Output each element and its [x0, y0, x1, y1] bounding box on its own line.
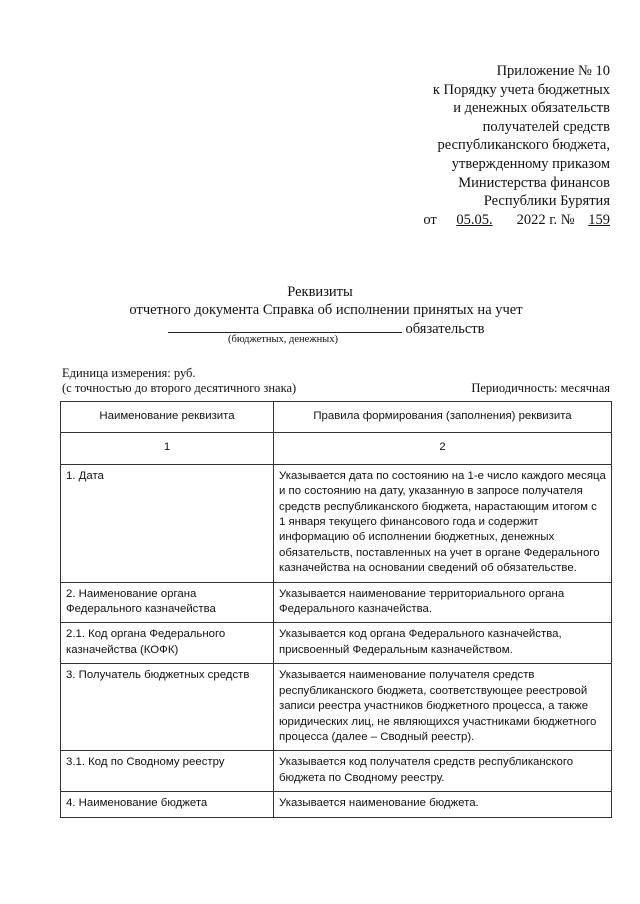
appendix-line: Министерства финансов	[458, 174, 610, 191]
table-row	[61, 623, 612, 664]
order-date-line	[423, 211, 610, 230]
requisite-name: 2.1. Код органа Федерального казначейства (КОФК)	[61, 623, 274, 664]
header-rule: Правила формирования (заполнения) реквизита	[274, 402, 612, 433]
requisite-rule: Указывается наименование получателя средств республиканского бюджета, соответствующее реестровой записи реестра участников бюджетного процесса, а также юридических лиц, не являющихся участниками бюджетного процесса (далее – Сводный реестр).	[274, 664, 612, 751]
order-date: 05.05.	[456, 211, 493, 228]
table-header-row	[61, 402, 612, 433]
title-obligations-word: обязательств	[405, 321, 485, 337]
title-subheading: отчетного документа Справка об исполнении принятых на учет	[129, 302, 523, 318]
requisite-rule: Указывается наименование территориального органа Федерального казначейства.	[274, 582, 612, 623]
table-row	[61, 582, 612, 623]
column-number: 2	[274, 433, 612, 464]
requisite-rule: Указывается код получателя средств республиканского бюджета по Сводному реестру.	[274, 751, 612, 792]
appendix-line: республиканского бюджета,	[437, 137, 610, 154]
table-row	[61, 792, 612, 817]
appendix-line: Республики Бурятия	[483, 193, 610, 210]
order-from-label: от	[423, 211, 437, 228]
unit-precision: (с точностью до второго десятичного знака)	[62, 381, 297, 395]
appendix-block	[423, 62, 610, 229]
appendix-line: получателей средств	[482, 118, 610, 135]
requisite-name: 2. Наименование органа Федерального казначейства	[61, 582, 274, 623]
order-number: 159	[588, 211, 610, 228]
requisite-name: 4. Наименование бюджета	[61, 792, 274, 817]
requisite-name: 1. Дата	[61, 464, 274, 582]
column-number: 1	[61, 433, 274, 464]
obligation-type-blank	[168, 319, 402, 333]
requisite-name: 3. Получатель бюджетных средств	[61, 664, 274, 751]
appendix-title: Приложение № 10	[496, 63, 610, 79]
table-row	[61, 751, 612, 792]
title-heading: Реквизиты	[287, 284, 353, 300]
unit-label: Единица измерения: руб.	[62, 366, 196, 380]
table-row	[61, 464, 612, 582]
requisite-name: 3.1. Код по Сводному реестру	[61, 751, 274, 792]
appendix-line: и денежных обязательств	[453, 100, 610, 117]
table-row	[61, 664, 612, 751]
appendix-line: к Порядку учета бюджетных	[432, 81, 610, 98]
requisites-table	[60, 401, 612, 818]
requisite-rule: Указывается дата по состоянию на 1-е число каждого месяца и по состоянию на дату, указанную в запросе получателя средств республиканского бюджета, нарастающим итогом с 1 января текущего финансового года и содержит информацию об исполнении бюджетных, денежных обязательств, поставленных на учет в органе Федерального казначейства на основании сведений об обязательстве.	[274, 464, 612, 582]
document-title	[0, 283, 640, 338]
periodicity: Периодичность: месячная	[471, 381, 610, 395]
requisite-rule: Указывается наименование бюджета.	[274, 792, 612, 817]
header-requisite-name: Наименование реквизита	[61, 402, 274, 433]
column-number-row	[61, 433, 612, 464]
obligation-type-hint: (бюджетных, денежных)	[228, 334, 338, 345]
requisite-rule: Указывается код органа Федерального казначейства, присвоенный Федеральным казначейством.	[274, 623, 612, 664]
appendix-line: утвержденному приказом	[451, 155, 610, 172]
order-year: 2022 г. №	[516, 211, 575, 228]
unit-of-measure	[62, 366, 296, 396]
